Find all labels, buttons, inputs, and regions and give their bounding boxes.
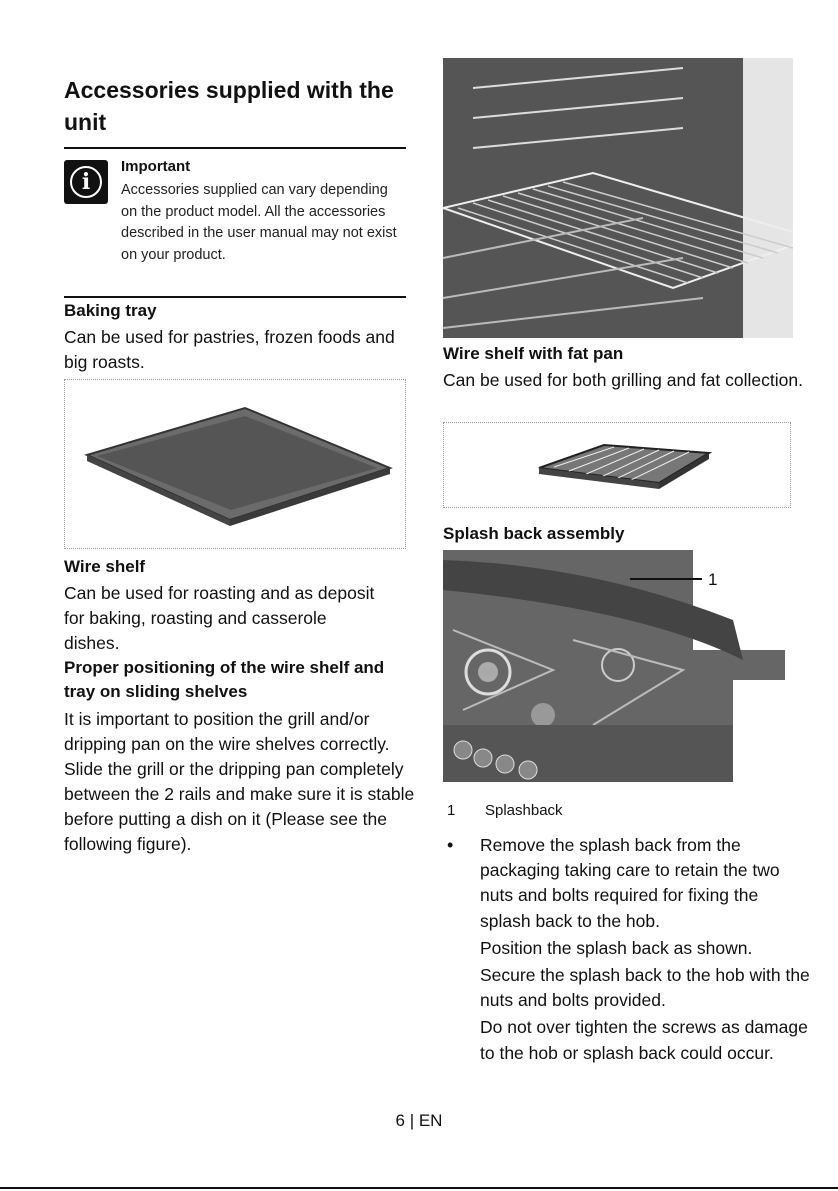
callout-line: [630, 578, 702, 580]
important-body: Accessories supplied can vary depending on the product model. All the accessories described in the user manual may not exist on your product.: [121, 182, 397, 263]
fat-pan-figure: [443, 422, 791, 508]
fat-pan-text: Can be used for both grilling and fat collection.: [443, 370, 803, 390]
wire-shelf-title: Wire shelf: [64, 557, 146, 576]
fat-pan-image: [444, 423, 790, 507]
baking-tray-image: [65, 380, 405, 548]
important-title: Important: [121, 158, 191, 175]
caption-text: Splashback: [485, 802, 563, 819]
splash-step: Position the splash back as shown.: [480, 937, 753, 958]
wire-shelf-oven-photo: [443, 58, 793, 338]
info-icon: i: [64, 160, 108, 204]
splash-title: Splash back assembly: [443, 524, 625, 543]
callout-number: 1: [708, 570, 718, 589]
bottom-rule: [0, 1187, 838, 1189]
positioning-title: Proper positioning of the wire shelf and tray on sliding shelves: [64, 658, 385, 701]
baking-tray-title: Baking tray: [64, 301, 157, 320]
splash-step: Remove the splash back from the packaging taking care to retain the two nuts and bolts required for fixing the splash back to the hob.: [480, 835, 780, 931]
splash-step: Secure the splash back to the hob with the nuts and bolts provided.: [480, 965, 810, 1011]
splashback-hob-photo: [443, 550, 785, 782]
splash-step: Do not over tighten the screws as damage to the hob or splash back could occur.: [480, 1017, 808, 1063]
page-footer: 6 | EN: [395, 1111, 443, 1130]
baking-tray-text: Can be used for pastries, frozen foods and big roasts.: [64, 327, 395, 372]
caption-number: 1: [447, 802, 456, 819]
splash-steps: [480, 833, 810, 1068]
wire-shelf-text: Can be used for roasting and as deposit for baking, roasting and casserole dishes.: [64, 583, 375, 653]
baking-tray-figure: [64, 379, 406, 549]
bullet-marker: •: [447, 835, 454, 855]
heading-rule: [64, 147, 406, 149]
section-heading: Accessories supplied with the unit: [64, 77, 394, 135]
important-rule: [64, 296, 406, 298]
positioning-text: It is important to position the grill and/or dripping pan on the wire shelves correctly. Slide the grill or the dripping pan completely between the 2 rails and make sure it is stable before putting a dish on it (Please see the following figure).: [64, 709, 415, 854]
fat-pan-title: Wire shelf with fat pan: [443, 344, 624, 363]
